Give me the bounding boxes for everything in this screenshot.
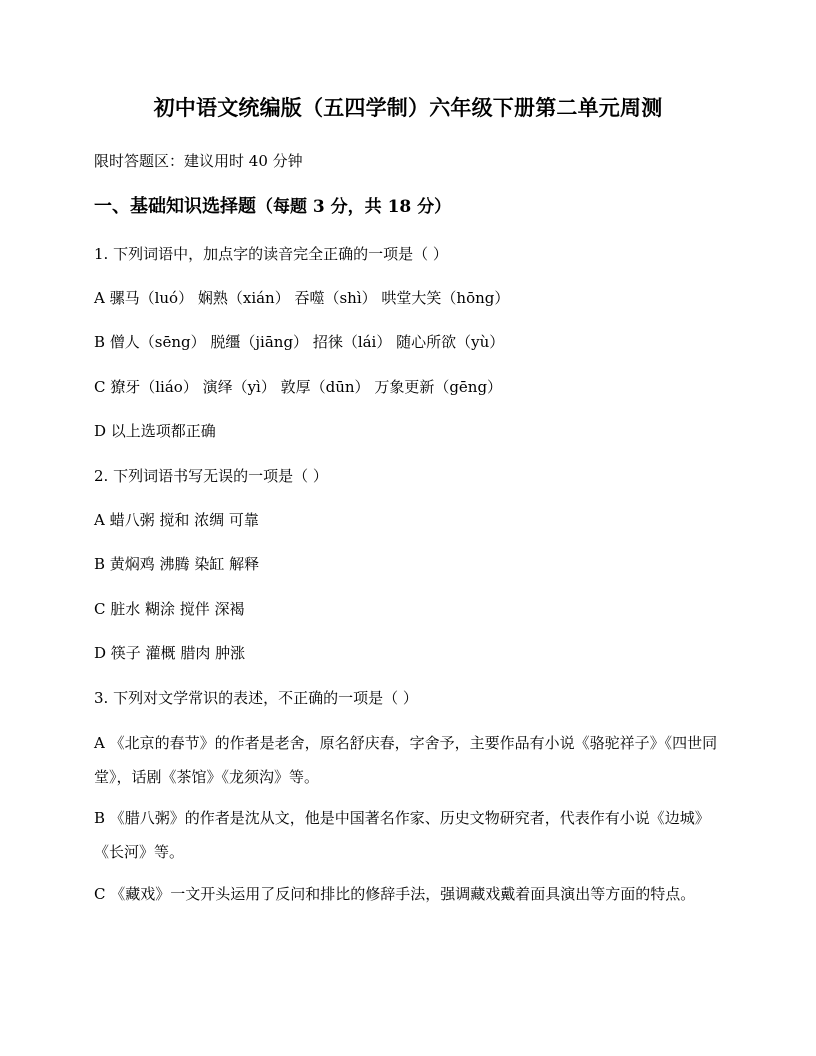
question-option: C 獠牙（liáo） 演绎（yì） 敦厚（dūn） 万象更新（gēng）	[94, 378, 503, 396]
question-option: A 骡马（luó） 娴熟（xián） 吞噬（shì） 哄堂大笑（hōng）	[94, 289, 510, 307]
question-option: D 以上选项都正确	[94, 422, 216, 440]
document-title: 初中语文统编版（五四学制）六年级下册第二单元周测	[153, 95, 663, 120]
section-heading	[94, 194, 726, 220]
question-option: C 《藏戏》一文开头运用了反问和排比的修辞手法，强调藏戏戴着面具演出等方面的特点。	[94, 885, 696, 903]
question-option: A 蜡八粥 搅和 浓绸 可靠	[94, 511, 259, 529]
question-option: B 黄焖鸡 沸腾 染缸 解释	[94, 555, 260, 573]
question-option: B 《腊八粥》的作者是沈从文，他是中国著名作家、历史文物研究者，代表作有小说《边城》《长河》等。	[94, 809, 710, 861]
section-title: 一、基础知识选择题	[94, 196, 256, 217]
question-option: D 筷子 灌概 腊肉 肿涨	[94, 644, 246, 662]
question-stem: 1. 下列词语中，加点字的读音完全正确的一项是（ ）	[94, 245, 448, 263]
question-option: B 僧人（sēng） 脱缰（jiāng） 招徕（lái） 随心所欲（yù）	[94, 333, 505, 351]
question-stem: 3. 下列对文学常识的表述，不正确的一项是（ ）	[94, 689, 418, 707]
question-option: A 《北京的春节》的作者是老舍，原名舒庆春，字舍予，主要作品有小说《骆驼祥子》《四世同堂》，话剧《茶馆》《龙须沟》等。	[94, 734, 718, 786]
time-note: 限时答题区：建议用时 40 分钟	[94, 152, 303, 170]
question-stem: 2. 下列词语书写无误的一项是（ ）	[94, 467, 328, 485]
question-option: C 脏水 糊涂 搅伴 深褐	[94, 600, 245, 618]
section-scoring: （每题 3 分，共 18 分）	[256, 197, 452, 217]
